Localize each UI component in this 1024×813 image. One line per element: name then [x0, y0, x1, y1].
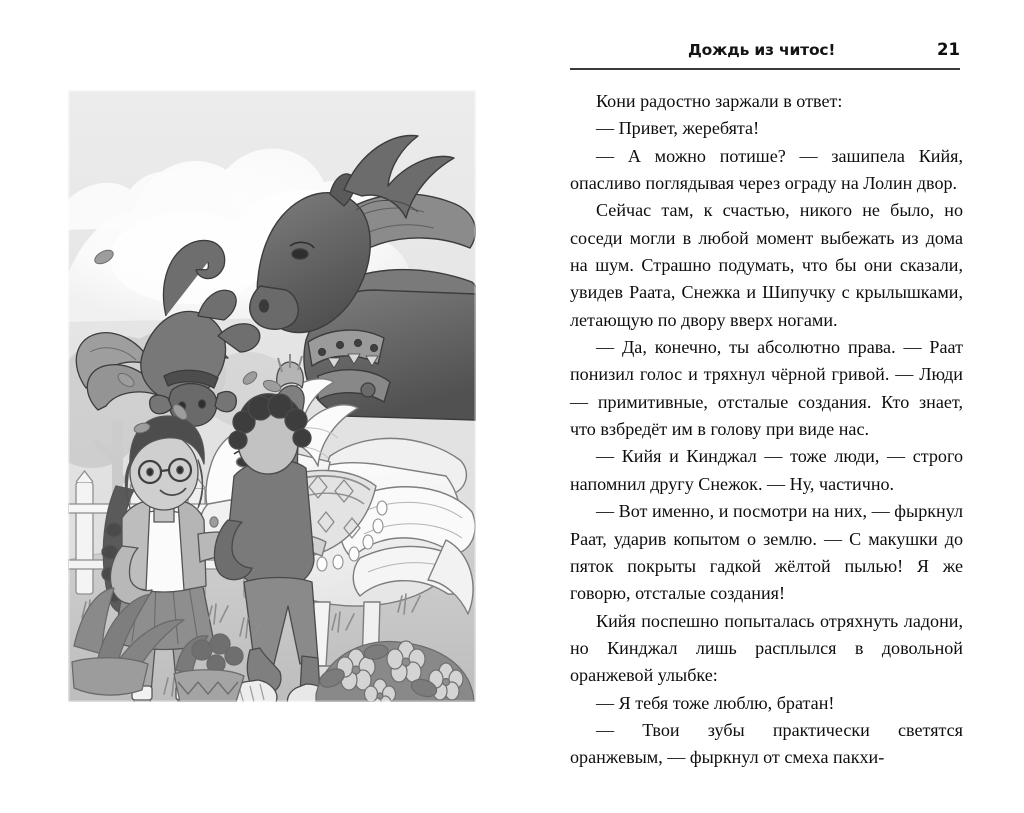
paragraph: — Твои зубы практически светятся оранжевым, — фыркнул от смеха пакхи- — [570, 719, 963, 768]
header-rule — [570, 68, 960, 70]
illustration-artwork — [68, 90, 476, 702]
chapter-illustration — [68, 90, 476, 702]
paragraph: Кийя поспешно попыталась отряхнуть ладони, но Кинджал лишь расплылся в довольной оранжевой улыбке: — [570, 610, 963, 686]
paragraph: — Вот именно, и посмотри на них, — фыркнул Раат, ударив копытом о землю. — С макушки до пяток покрыты гадкой жёлтой пылью! Я же говорю, отсталые создания! — [570, 501, 963, 604]
paragraph: — Я тебя тоже люблю, братан! — [596, 692, 835, 713]
paragraph: Сейчас там, к счастью, никого не было, но соседи могли в любой момент выбежать из дома на шум. Страшно подумать, что бы они сказали, увидев Раата, Снежка и Шипучку с крылышками, летающую по двору вверх ногами. — [570, 200, 963, 330]
paragraph: Кони радостно заржали в ответ: — [596, 91, 843, 111]
paragraph: — Кийя и Кинджал — тоже люди, — строго напомнил другу Снежок. — Ну, частично. — [570, 446, 963, 494]
body-text — [570, 88, 963, 772]
page-number: 21 — [937, 40, 960, 59]
paragraph: — Да, конечно, ты абсолютно права. — Раат понизил голос и тряхнул чёрной гривой. — Люди — примитивные, отсталые создания. Кто знает, что взбредёт им в голову при виде нас. — [570, 337, 963, 440]
running-header-title: Дождь из читос! — [688, 41, 836, 59]
paragraph: — Привет, жеребята! — [596, 118, 760, 139]
paragraph: — А можно потише? — зашипела Кийя, опасливо поглядывая через ограду на Лолин двор. — [570, 145, 963, 194]
right-page — [512, 0, 1024, 813]
running-header — [570, 40, 960, 59]
